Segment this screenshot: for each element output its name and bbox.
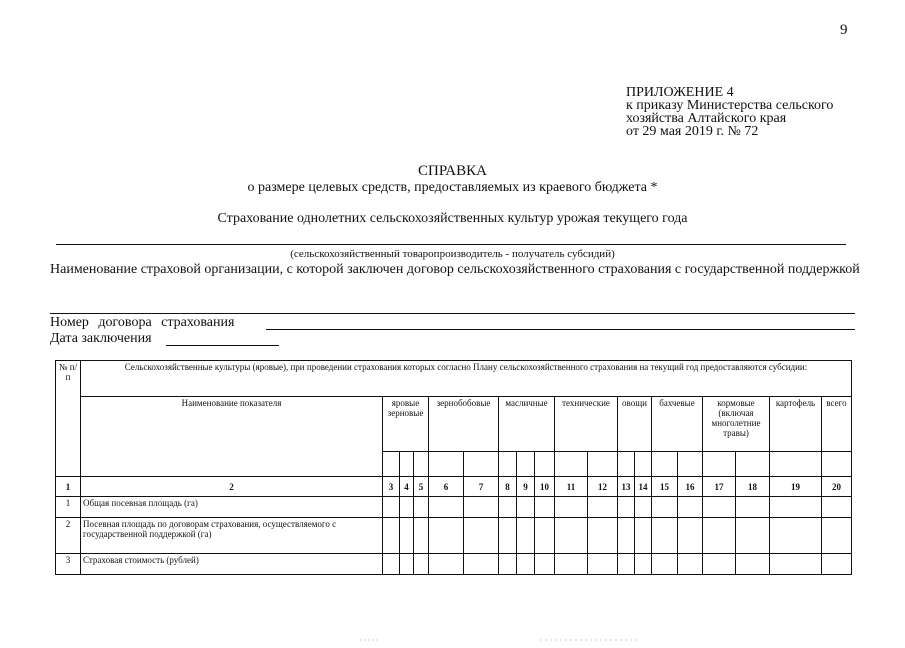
data-cell[interactable]	[535, 554, 555, 575]
header-crop-vegetables: овощи	[618, 397, 652, 452]
column-number: 2	[81, 477, 383, 497]
column-number: 18	[736, 477, 770, 497]
subheader-cell	[414, 452, 429, 477]
header-no: № п/п	[56, 361, 81, 477]
table-row	[56, 518, 852, 554]
header-crop-fodder: кормовые (включая многолетние травы)	[703, 397, 770, 452]
data-cell[interactable]	[822, 497, 852, 518]
column-number: 19	[770, 477, 822, 497]
header-crop-spring-grain: яровые зерновые	[383, 397, 429, 452]
row-number: 1	[56, 497, 81, 518]
column-number: 15	[652, 477, 678, 497]
data-cell[interactable]	[736, 518, 770, 554]
subheader-cell	[703, 452, 736, 477]
row-indicator-name: Общая посевная площадь (га)	[81, 497, 383, 518]
row-indicator-name: Посевная площадь по договорам страхования, осуществляемого с государственной поддержкой (га)	[81, 518, 383, 554]
data-cell[interactable]	[618, 554, 635, 575]
header-crop-total: всего	[822, 397, 852, 452]
column-number: 14	[635, 477, 652, 497]
contract-number-fill-line[interactable]	[266, 329, 855, 330]
column-number: 20	[822, 477, 852, 497]
data-cell[interactable]	[703, 518, 736, 554]
data-cell[interactable]	[822, 518, 852, 554]
header-crop-melons: бахчевые	[652, 397, 703, 452]
appendix-line-3: хозяйства Алтайского края	[626, 111, 787, 126]
subheader-cell	[588, 452, 618, 477]
page-number: 9	[840, 22, 848, 38]
recipient-caption: (сельскохозяйственный товаропроизводитель - получатель субсидий)	[290, 248, 615, 260]
column-number: 1	[56, 477, 81, 497]
subheader-cell	[736, 452, 770, 477]
column-number: 13	[618, 477, 635, 497]
data-cell[interactable]	[588, 554, 618, 575]
data-cell[interactable]	[703, 554, 736, 575]
subheader-cell	[822, 452, 852, 477]
table-row	[56, 497, 852, 518]
header-crop-legumes: зернобобовые	[429, 397, 499, 452]
subheader-cell	[464, 452, 499, 477]
subheader-cell	[618, 452, 635, 477]
data-cell[interactable]	[678, 497, 703, 518]
column-number: 6	[429, 477, 464, 497]
data-cell[interactable]	[635, 554, 652, 575]
insurer-label: Наименование страховой организации, с которой заключен договор сельскохозяйственного страхования с государственной поддержкой	[50, 262, 860, 277]
data-cell[interactable]	[618, 497, 635, 518]
column-number: 16	[678, 477, 703, 497]
data-cell[interactable]	[635, 497, 652, 518]
header-indicator: Наименование показателя	[81, 397, 383, 477]
data-cell[interactable]	[414, 518, 429, 554]
subheader-cell	[429, 452, 464, 477]
contract-number-label: Номер договора страхования	[50, 315, 235, 330]
data-cell[interactable]	[517, 554, 535, 575]
subheader-cell	[635, 452, 652, 477]
data-cell[interactable]	[822, 554, 852, 575]
data-cell[interactable]	[499, 518, 517, 554]
data-cell[interactable]	[464, 497, 499, 518]
data-cell[interactable]	[464, 518, 499, 554]
data-cell[interactable]	[678, 554, 703, 575]
header-crop-technical: технические	[555, 397, 618, 452]
data-cell[interactable]	[635, 518, 652, 554]
column-number: 5	[414, 477, 429, 497]
data-cell[interactable]	[414, 554, 429, 575]
data-cell[interactable]	[429, 497, 464, 518]
data-cell[interactable]	[517, 497, 535, 518]
data-cell[interactable]	[770, 497, 822, 518]
subheader-cell	[499, 452, 517, 477]
subheader-cell	[383, 452, 400, 477]
row-number: 3	[56, 554, 81, 575]
subheader-cell	[652, 452, 678, 477]
data-cell[interactable]	[588, 518, 618, 554]
data-cell[interactable]	[464, 554, 499, 575]
contract-date-label: Дата заключения	[50, 331, 152, 346]
subheader-cell	[555, 452, 588, 477]
appendix-line-2: к приказу Министерства сельского	[626, 98, 834, 113]
data-cell[interactable]	[736, 554, 770, 575]
column-number: 7	[464, 477, 499, 497]
header-crop-group: Сельскохозяйственные культуры (яровые), при проведении страхования которых согласно Плану сельскохозяйственного страхования на текущий год предоставляются субсидии:	[81, 361, 852, 397]
insurer-fill-line[interactable]	[50, 313, 855, 314]
scan-artifact-marks	[0, 637, 905, 643]
contract-date-fill-line[interactable]	[166, 345, 279, 346]
column-number: 8	[499, 477, 517, 497]
subheader-cell	[770, 452, 822, 477]
document-title: СПРАВКА	[418, 163, 487, 179]
data-cell[interactable]	[770, 554, 822, 575]
column-number: 17	[703, 477, 736, 497]
column-number: 12	[588, 477, 618, 497]
recipient-fill-line[interactable]	[56, 244, 846, 245]
subheader-cell	[535, 452, 555, 477]
document-subtitle: о размере целевых средств, предоставляемых из краевого бюджета *	[247, 180, 658, 195]
data-cell[interactable]	[383, 518, 400, 554]
data-cell[interactable]	[652, 554, 678, 575]
data-cell[interactable]	[770, 518, 822, 554]
scan-artifact	[0, 630, 905, 636]
data-cell[interactable]	[429, 554, 464, 575]
row-number: 2	[56, 518, 81, 554]
subheader-cell	[517, 452, 535, 477]
column-number: 10	[535, 477, 555, 497]
data-cell[interactable]	[429, 518, 464, 554]
subheader-cell	[400, 452, 414, 477]
data-cell[interactable]	[400, 554, 414, 575]
data-cell[interactable]	[652, 518, 678, 554]
appendix-line-1: ПРИЛОЖЕНИЕ 4	[626, 85, 734, 100]
table-row	[56, 554, 852, 575]
data-cell[interactable]	[736, 497, 770, 518]
data-cell[interactable]	[652, 497, 678, 518]
data-cell[interactable]	[400, 497, 414, 518]
subheader-cell	[678, 452, 703, 477]
data-cell[interactable]	[400, 518, 414, 554]
data-cell[interactable]	[555, 518, 588, 554]
data-cell[interactable]	[517, 518, 535, 554]
column-number: 9	[517, 477, 535, 497]
data-cell[interactable]	[678, 518, 703, 554]
data-cell[interactable]	[703, 497, 736, 518]
document-subject: Страхование однолетних сельскохозяйственных культур урожая текущего года	[217, 211, 688, 226]
appendix-block	[626, 86, 833, 138]
header-crop-oilseeds: масличные	[499, 397, 555, 452]
data-cell[interactable]	[383, 554, 400, 575]
row-indicator-name: Страховая стоимость (рублей)	[81, 554, 383, 575]
header-crop-potato: картофель	[770, 397, 822, 452]
data-cell[interactable]	[414, 497, 429, 518]
subsidy-table	[55, 360, 852, 575]
data-cell[interactable]	[555, 497, 588, 518]
appendix-line-4: от 29 мая 2019 г. № 72	[626, 124, 759, 139]
data-cell[interactable]	[588, 497, 618, 518]
data-cell[interactable]	[499, 497, 517, 518]
data-cell[interactable]	[499, 554, 517, 575]
data-cell[interactable]	[383, 497, 400, 518]
data-cell[interactable]	[535, 518, 555, 554]
column-number: 3	[383, 477, 400, 497]
column-number: 11	[555, 477, 588, 497]
data-cell[interactable]	[555, 554, 588, 575]
data-cell[interactable]	[618, 518, 635, 554]
column-number: 4	[400, 477, 414, 497]
data-cell[interactable]	[535, 497, 555, 518]
